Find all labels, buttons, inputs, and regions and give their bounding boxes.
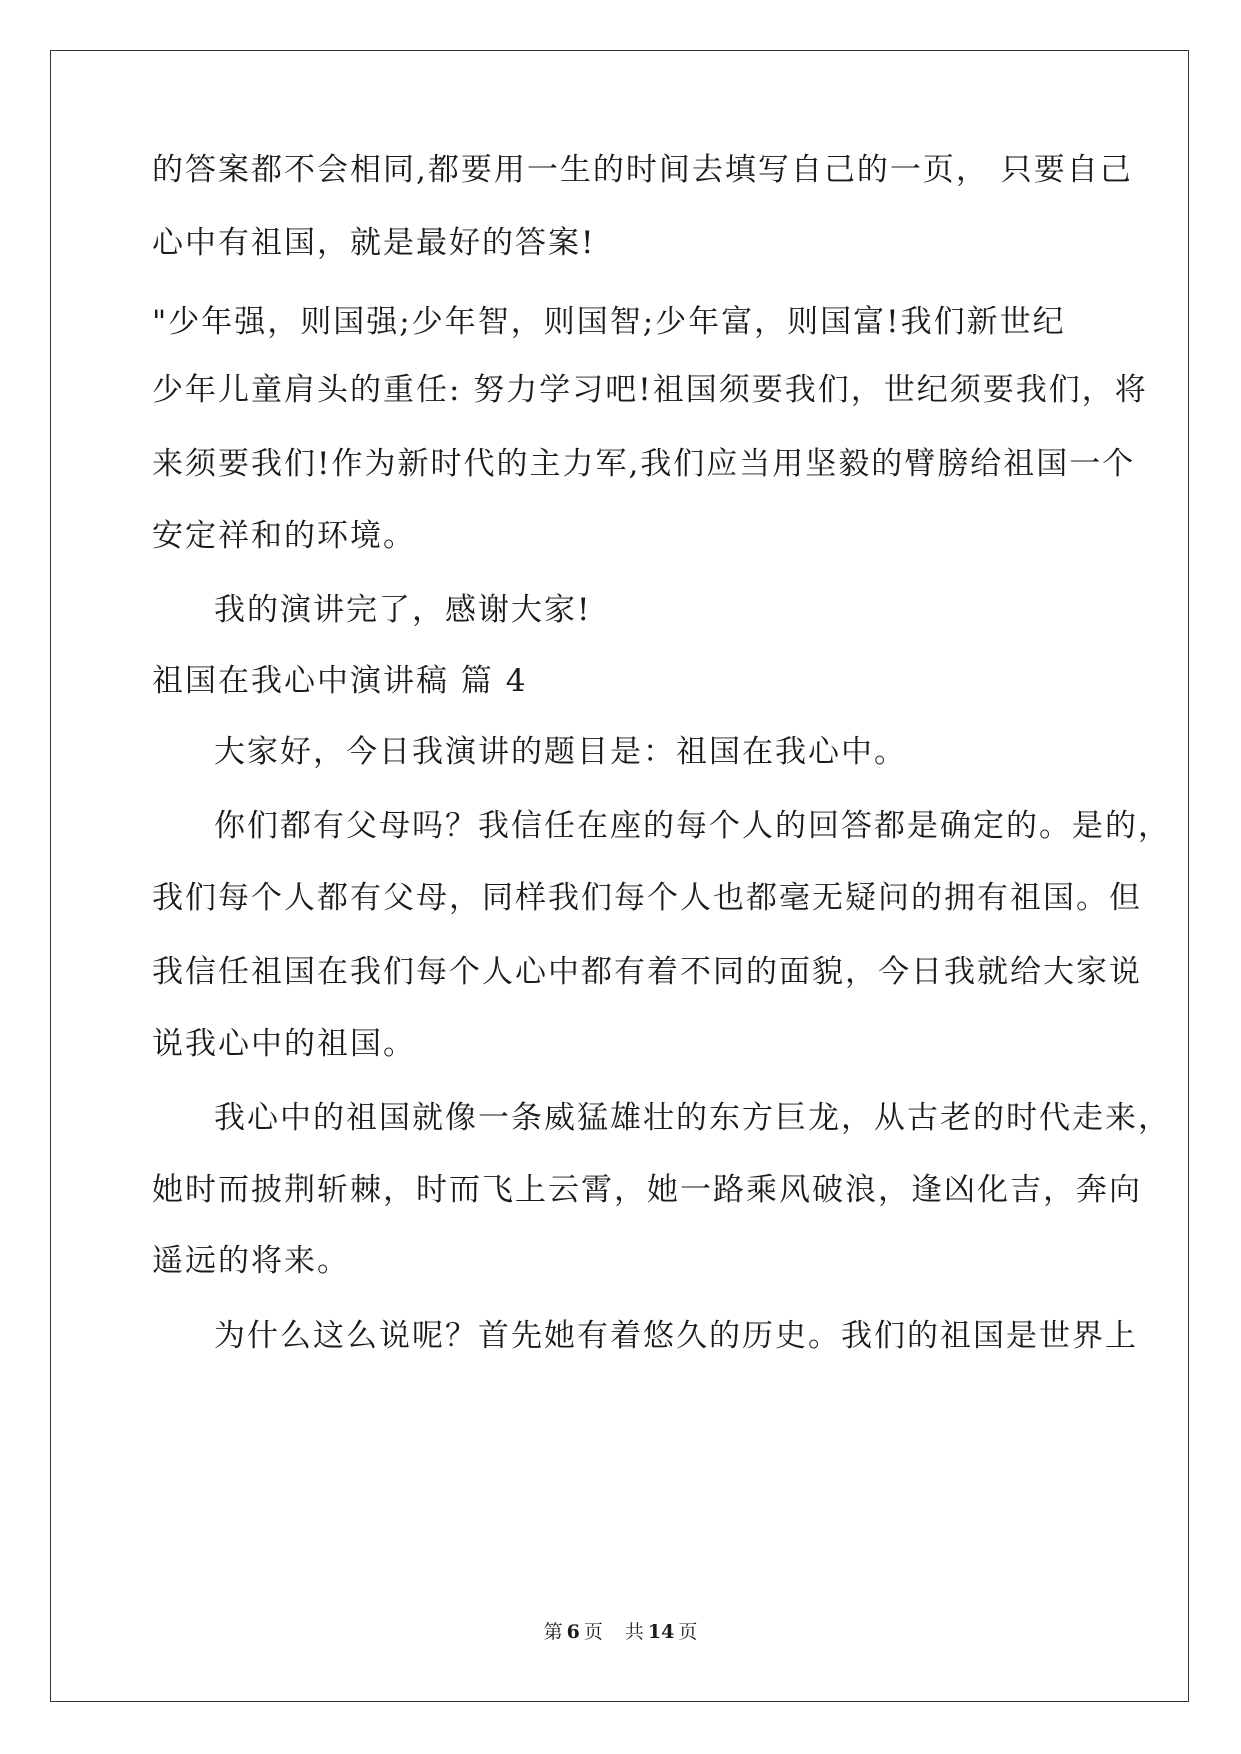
text-line-13: 说我心中的祖国。 xyxy=(152,1026,416,1062)
text-line-17: 为什么这么说呢？首先她有着悠久的历史。我们的祖国是世界上 xyxy=(214,1318,1138,1354)
section-heading: 祖国在我心中演讲稿 篇 4 xyxy=(152,663,528,699)
page-suffix: 页 xyxy=(583,1621,603,1643)
text-line-10: 你们都有父母吗？我信任在座的每个人的回答都是确定的。是的， xyxy=(214,808,1171,844)
page-border xyxy=(50,50,1189,1702)
text-line-12: 我信任祖国在我们每个人心中都有着不同的面貌，今日我就给大家说 xyxy=(152,954,1142,990)
text-line-15: 她时而披荆斩棘，时而飞上云霄，她一路乘风破浪，逢凶化吉，奔向 xyxy=(152,1172,1142,1208)
total-suffix: 页 xyxy=(678,1621,698,1643)
text-line-14: 我心中的祖国就像一条威猛雄壮的东方巨龙，从古老的时代走来， xyxy=(214,1100,1171,1136)
text-line-16: 遥远的将来。 xyxy=(152,1243,350,1279)
page-footer xyxy=(0,1620,1241,1644)
total-prefix: 共 xyxy=(624,1621,644,1643)
total-pages: 14 xyxy=(647,1621,675,1643)
text-line-4: 少年儿童肩头的重任: 努力学习吧!祖国须要我们，世纪须要我们，将 xyxy=(152,372,1148,408)
text-line-3: "少年强，则国强;少年智，则国智;少年富，则国富!我们新世纪 xyxy=(152,304,1066,340)
page-number: 6 xyxy=(566,1621,580,1643)
text-line-6: 安定祥和的环境。 xyxy=(152,518,416,554)
page-prefix: 第 xyxy=(543,1621,563,1643)
text-line-7: 我的演讲完了，感谢大家! xyxy=(214,592,592,628)
text-line-11: 我们每个人都有父母，同样我们每个人也都毫无疑问的拥有祖国。但 xyxy=(152,880,1142,916)
text-line-1: 的答案都不会相同,都要用一生的时间去填写自己的一页， 只要自己 xyxy=(152,152,1133,188)
text-line-9: 大家好，今日我演讲的题目是：祖国在我心中。 xyxy=(214,734,907,770)
text-line-2: 心中有祖国，就是最好的答案! xyxy=(152,225,596,261)
text-line-5: 来须要我们!作为新时代的主力军,我们应当用坚毅的臂膀给祖国一个 xyxy=(152,446,1136,482)
